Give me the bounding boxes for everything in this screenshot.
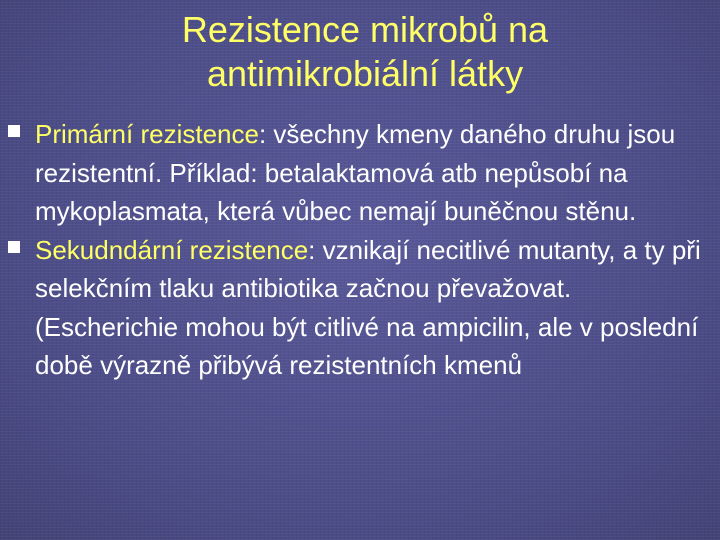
bullet-text: : vznikají necitlivé mutanty, a ty při selekčním tlaku antibiotika začnou převažovat. (Escherichie mohou být citlivé na ampicilin, ale v poslední době výrazně přibývá rezistentních kmenů xyxy=(35,234,701,380)
bullet-list xyxy=(6,115,706,385)
slide-title: Rezistence mikrobů na antimikrobiální látky xyxy=(181,9,549,94)
square-bullet-icon xyxy=(8,241,20,253)
bullet-item-primary-resistance xyxy=(6,115,706,231)
bullet-text: : všechny kmeny daného druhu jsou rezistentní. Příklad: betalaktamová atb nepůsobí na mykoplasmata, která vůbec nemají buněčnou stěnu. xyxy=(35,119,676,226)
bullet-item-secondary-resistance xyxy=(6,231,706,385)
square-bullet-icon xyxy=(8,125,20,137)
bullet-term: Sekudndární rezistence xyxy=(35,234,309,265)
bullet-term: Primární rezistence xyxy=(35,119,259,149)
